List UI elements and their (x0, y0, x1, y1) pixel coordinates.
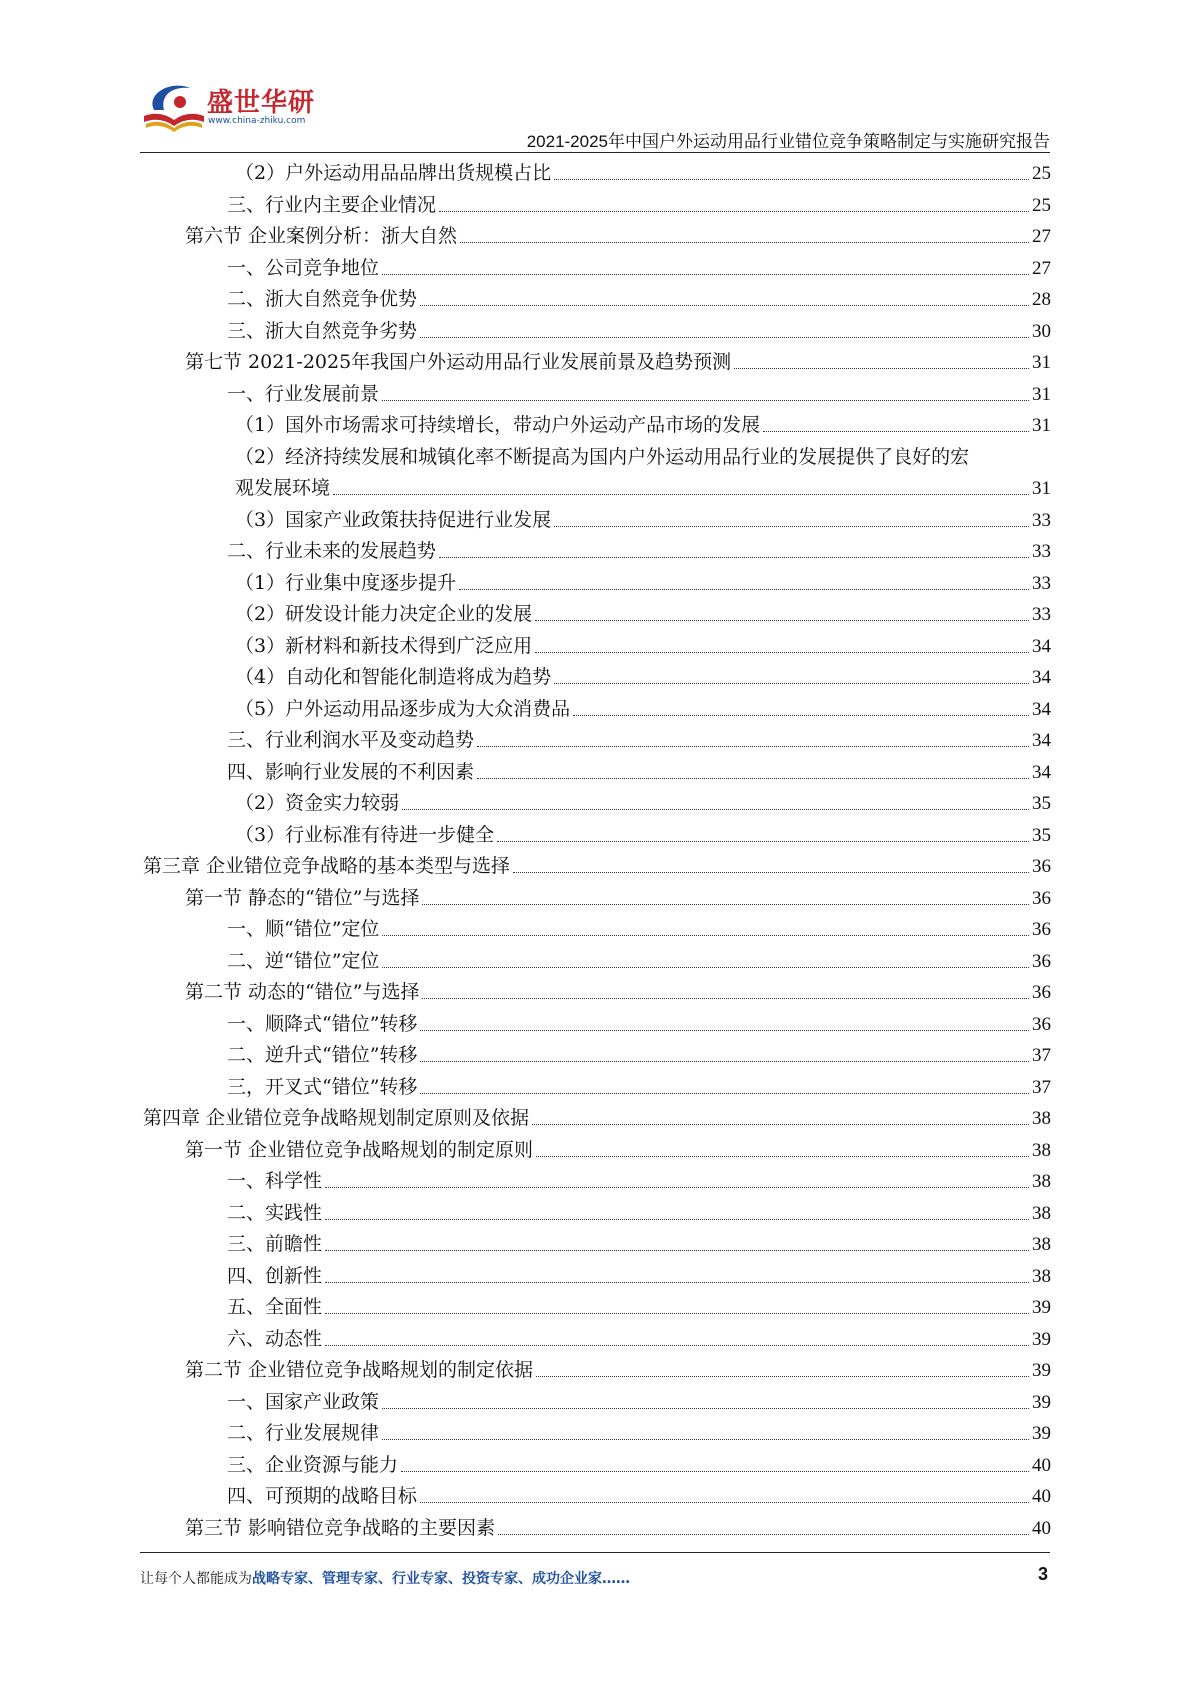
toc-dot-leader (459, 589, 1029, 590)
toc-entry[interactable] (143, 914, 1051, 946)
toc-dot-leader (763, 431, 1029, 432)
toc-dot-leader (325, 1250, 1029, 1251)
toc-dot-leader (325, 1187, 1029, 1188)
toc-entry[interactable] (143, 1450, 1051, 1482)
toc-entry[interactable] (143, 1387, 1051, 1419)
toc-entry-page: 25 (1032, 163, 1051, 184)
toc-entry-page: 33 (1032, 572, 1051, 594)
toc-entry-label: （4）自动化和智能化制造将成为趋势 (235, 666, 552, 688)
toc-entry-page: 27 (1032, 226, 1051, 247)
toc-entry-page: 33 (1032, 541, 1051, 562)
toc-entry[interactable] (143, 1324, 1051, 1356)
toc-entry-page: 31 (1032, 415, 1051, 436)
toc-entry-page: 31 (1032, 383, 1051, 405)
toc-entry-label: 三、企业资源与能力 (227, 1453, 399, 1476)
toc-entry[interactable] (143, 316, 1051, 348)
toc-entry[interactable] (143, 820, 1051, 852)
toc-dot-leader (535, 620, 1029, 621)
toc-entry[interactable] (143, 347, 1051, 379)
toc-entry-page: 38 (1032, 1202, 1051, 1224)
toc-entry[interactable] (143, 1103, 1051, 1135)
toc-entry-page: 35 (1032, 793, 1051, 814)
toc-entry-label: （2）户外运动用品品牌出货规模占比 (235, 162, 552, 184)
toc-dot-leader (554, 526, 1029, 527)
toc-entry-label-continued: 观发展环境 (235, 477, 331, 499)
toc-entry-page: 27 (1032, 257, 1051, 279)
toc-entry-page: 38 (1032, 1265, 1051, 1287)
toc-entry-label: 第二节 企业错位竞争战略规划的制定依据 (185, 1359, 534, 1381)
toc-dot-leader (734, 368, 1029, 369)
toc-dot-leader (477, 778, 1029, 779)
toc-dot-leader (325, 1345, 1029, 1346)
toc-dot-leader (573, 715, 1029, 716)
toc-entry[interactable] (143, 536, 1051, 568)
toc-dot-leader (382, 935, 1029, 936)
toc-entry-label: 三、行业利润水平及变动趋势 (227, 729, 475, 751)
toc-entry[interactable] (143, 1229, 1051, 1261)
toc-entry[interactable] (143, 1166, 1051, 1198)
toc-entry-page: 37 (1032, 1076, 1051, 1098)
footer-divider (140, 1552, 1050, 1553)
toc-entry[interactable] (143, 631, 1051, 663)
toc-entry-page: 31 (1032, 352, 1051, 373)
toc-entry-page: 33 (1032, 604, 1051, 625)
toc-entry-label: 六、动态性 (227, 1327, 323, 1350)
logo-book-icon (140, 80, 208, 136)
toc-entry[interactable] (143, 442, 1051, 505)
toc-entry[interactable] (143, 568, 1051, 600)
toc-entry-label: 五、全面性 (227, 1296, 323, 1318)
toc-entry-page: 36 (1032, 1013, 1051, 1035)
toc-dot-leader (325, 1219, 1029, 1220)
toc-entry-label: （5）户外运动用品逐步成为大众消费品 (235, 697, 571, 720)
page-number: 3 (1037, 1564, 1048, 1584)
table-of-contents (143, 158, 1051, 1544)
toc-entry[interactable] (143, 1009, 1051, 1041)
toc-dot-leader (325, 1282, 1029, 1283)
logo (140, 80, 340, 140)
toc-entry[interactable] (143, 379, 1051, 411)
footer-slogan-prefix: 让每个人都能成为 (140, 1571, 252, 1587)
toc-dot-leader (536, 1156, 1029, 1157)
toc-dot-leader (420, 1061, 1029, 1062)
toc-dot-leader (402, 809, 1029, 810)
toc-entry-page: 33 (1032, 509, 1051, 531)
toc-dot-leader (532, 1124, 1029, 1125)
toc-entry-label: 第一节 静态的“错位”与选择 (185, 886, 420, 909)
toc-entry-page: 34 (1032, 667, 1051, 688)
toc-dot-leader (513, 872, 1029, 873)
toc-entry-label: 二、行业发展规律 (227, 1422, 380, 1444)
toc-entry[interactable] (143, 221, 1051, 253)
toc-entry-page: 25 (1032, 194, 1051, 216)
toc-entry-label: 三、前瞻性 (227, 1233, 323, 1255)
header-divider (140, 152, 1050, 153)
page-footer (140, 1552, 1050, 1592)
toc-dot-leader (420, 337, 1029, 338)
toc-entry[interactable] (143, 410, 1051, 442)
toc-entry[interactable] (143, 505, 1051, 537)
toc-dot-leader (325, 1313, 1029, 1314)
toc-entry-label: 一、国家产业政策 (227, 1390, 380, 1413)
toc-entry[interactable] (143, 1135, 1051, 1167)
toc-entry-page: 34 (1032, 698, 1051, 720)
toc-entry-label: 二、行业未来的发展趋势 (227, 540, 437, 562)
toc-dot-leader (422, 998, 1029, 999)
toc-dot-leader (554, 683, 1029, 684)
toc-entry-page: 38 (1032, 1108, 1051, 1129)
toc-entry-page: 34 (1032, 761, 1051, 783)
toc-entry-label: （3）国家产业政策扶持促进行业发展 (235, 508, 552, 531)
toc-dot-leader (382, 400, 1029, 401)
toc-entry-page: 40 (1032, 1454, 1051, 1476)
toc-entry[interactable] (143, 284, 1051, 316)
toc-entry-page: 39 (1032, 1391, 1051, 1413)
toc-entry-page: 36 (1032, 856, 1051, 877)
toc-dot-leader (382, 967, 1029, 968)
toc-dot-leader (420, 1502, 1029, 1503)
toc-entry-label: （2）经济持续发展和城镇化率不断提高为国内户外运动用品行业的发展提供了良好的宏 (235, 445, 970, 468)
toc-entry-page: 37 (1032, 1045, 1051, 1066)
toc-entry-label: 二、实践性 (227, 1201, 323, 1224)
toc-entry[interactable] (143, 1261, 1051, 1293)
toc-dot-leader (497, 841, 1029, 842)
toc-entry-label: 一、顺“错位”定位 (227, 918, 380, 940)
footer-slogan (140, 1568, 630, 1588)
toc-entry[interactable] (143, 977, 1051, 1009)
toc-dot-leader (422, 904, 1029, 905)
toc-dot-leader (420, 1093, 1029, 1094)
toc-entry-label: 二、逆“错位”定位 (227, 949, 380, 972)
toc-entry-label: 第一节 企业错位竞争战略规划的制定原则 (185, 1138, 534, 1161)
toc-dot-leader (382, 274, 1029, 275)
toc-entry-label: （2）资金实力较弱 (235, 792, 400, 814)
toc-dot-leader (439, 557, 1029, 558)
toc-entry-page: 39 (1032, 1423, 1051, 1444)
toc-entry-page: 36 (1032, 919, 1051, 940)
toc-entry-label: 一、行业发展前景 (227, 382, 380, 405)
toc-entry[interactable] (143, 725, 1051, 757)
toc-entry-page: 30 (1032, 320, 1051, 342)
toc-entry[interactable] (143, 1040, 1051, 1072)
toc-entry-label: 一、公司竞争地位 (227, 256, 380, 279)
toc-entry-page: 31 (1032, 478, 1051, 499)
toc-entry[interactable] (143, 883, 1051, 915)
toc-entry[interactable] (143, 1355, 1051, 1387)
toc-dot-leader (401, 1471, 1029, 1472)
toc-entry-label: （1）行业集中度逐步提升 (235, 571, 457, 594)
toc-entry[interactable] (143, 1513, 1051, 1545)
toc-entry-label: （3）新材料和新技术得到广泛应用 (235, 634, 533, 657)
toc-entry-page: 38 (1032, 1171, 1051, 1192)
toc-entry-page: 39 (1032, 1328, 1051, 1350)
toc-entry-page: 39 (1032, 1360, 1051, 1381)
toc-dot-leader (536, 1376, 1029, 1377)
toc-entry-label: 一、科学性 (227, 1170, 323, 1192)
report-title: 2021-2025年中国户外运动用品行业错位竞争策略制定与实施研究报告 (526, 132, 1050, 151)
toc-entry-page: 38 (1032, 1139, 1051, 1161)
toc-entry[interactable] (143, 1418, 1051, 1450)
toc-entry-page: 36 (1032, 950, 1051, 972)
toc-entry-page: 34 (1032, 635, 1051, 657)
toc-dot-leader (535, 652, 1029, 653)
toc-entry[interactable] (143, 1072, 1051, 1104)
toc-dot-leader (554, 179, 1029, 180)
toc-entry[interactable] (143, 599, 1051, 631)
toc-entry[interactable] (143, 662, 1051, 694)
toc-dot-leader (382, 1408, 1029, 1409)
toc-entry-label: 三、行业内主要企业情况 (227, 193, 437, 216)
toc-entry-label: 第二节 动态的“错位”与选择 (185, 981, 420, 1003)
toc-dot-leader (439, 211, 1029, 212)
toc-entry-label: 第七节 2021-2025年我国户外运动用品行业发展前景及趋势预测 (185, 351, 732, 373)
toc-dot-leader (420, 1030, 1029, 1031)
toc-entry[interactable] (143, 1292, 1051, 1324)
toc-entry[interactable] (143, 253, 1051, 285)
page-header (140, 80, 1050, 152)
toc-dot-leader (420, 305, 1029, 306)
toc-entry-page: 34 (1032, 730, 1051, 751)
toc-dot-leader (460, 242, 1029, 243)
toc-entry-label: （2）研发设计能力决定企业的发展 (235, 603, 533, 625)
toc-entry-label: 三，开叉式“错位”转移 (227, 1075, 418, 1098)
toc-entry-label: 第六节 企业案例分析：浙大自然 (185, 225, 458, 247)
toc-entry-label: 第四章 企业错位竞争战略规划制定原则及依据 (143, 1107, 530, 1129)
logo-name: 盛世华研 (207, 88, 316, 118)
toc-entry-page: 38 (1032, 1234, 1051, 1255)
toc-entry-page: 40 (1032, 1486, 1051, 1507)
toc-entry-label: 三、浙大自然竞争劣势 (227, 319, 418, 342)
toc-dot-leader (333, 494, 1029, 495)
toc-entry-page: 36 (1032, 982, 1051, 1003)
toc-entry-label: 四、创新性 (227, 1264, 323, 1287)
toc-entry-label: 第三节 影响错位竞争战略的主要因素 (185, 1516, 496, 1539)
toc-entry[interactable] (143, 788, 1051, 820)
toc-entry-page: 39 (1032, 1297, 1051, 1318)
toc-entry-label: （1）国外市场需求可持续增长，带动户外运动产品市场的发展 (235, 414, 761, 436)
toc-entry-page: 35 (1032, 824, 1051, 846)
toc-dot-leader (477, 746, 1029, 747)
toc-entry[interactable] (143, 1198, 1051, 1230)
toc-entry[interactable] (143, 1481, 1051, 1513)
logo-url: www.china-zhiku.com (208, 116, 306, 126)
toc-entry[interactable] (143, 946, 1051, 978)
toc-entry[interactable] (143, 851, 1051, 883)
toc-entry-page: 36 (1032, 887, 1051, 909)
toc-dot-leader (498, 1534, 1029, 1535)
toc-entry-label: （3）行业标准有待进一步健全 (235, 823, 495, 846)
toc-entry[interactable] (143, 158, 1051, 190)
toc-entry[interactable] (143, 757, 1051, 789)
toc-entry[interactable] (143, 694, 1051, 726)
toc-entry-label: 四、可预期的战略目标 (227, 1485, 418, 1507)
toc-dot-leader (382, 1439, 1029, 1440)
toc-entry-page: 28 (1032, 289, 1051, 310)
toc-entry-page: 40 (1032, 1517, 1051, 1539)
toc-entry-label: 一、顺降式“错位”转移 (227, 1012, 418, 1035)
toc-entry-label: 二、浙大自然竞争优势 (227, 288, 418, 310)
toc-entry[interactable] (143, 190, 1051, 222)
toc-entry-label: 二、逆升式“错位”转移 (227, 1044, 418, 1066)
toc-entry-label: 四、影响行业发展的不利因素 (227, 760, 475, 783)
toc-entry-label: 第三章 企业错位竞争战略的基本类型与选择 (143, 855, 511, 877)
footer-slogan-highlight: 战略专家、管理专家、行业专家、投资专家、成功企业家…… (252, 1571, 630, 1587)
